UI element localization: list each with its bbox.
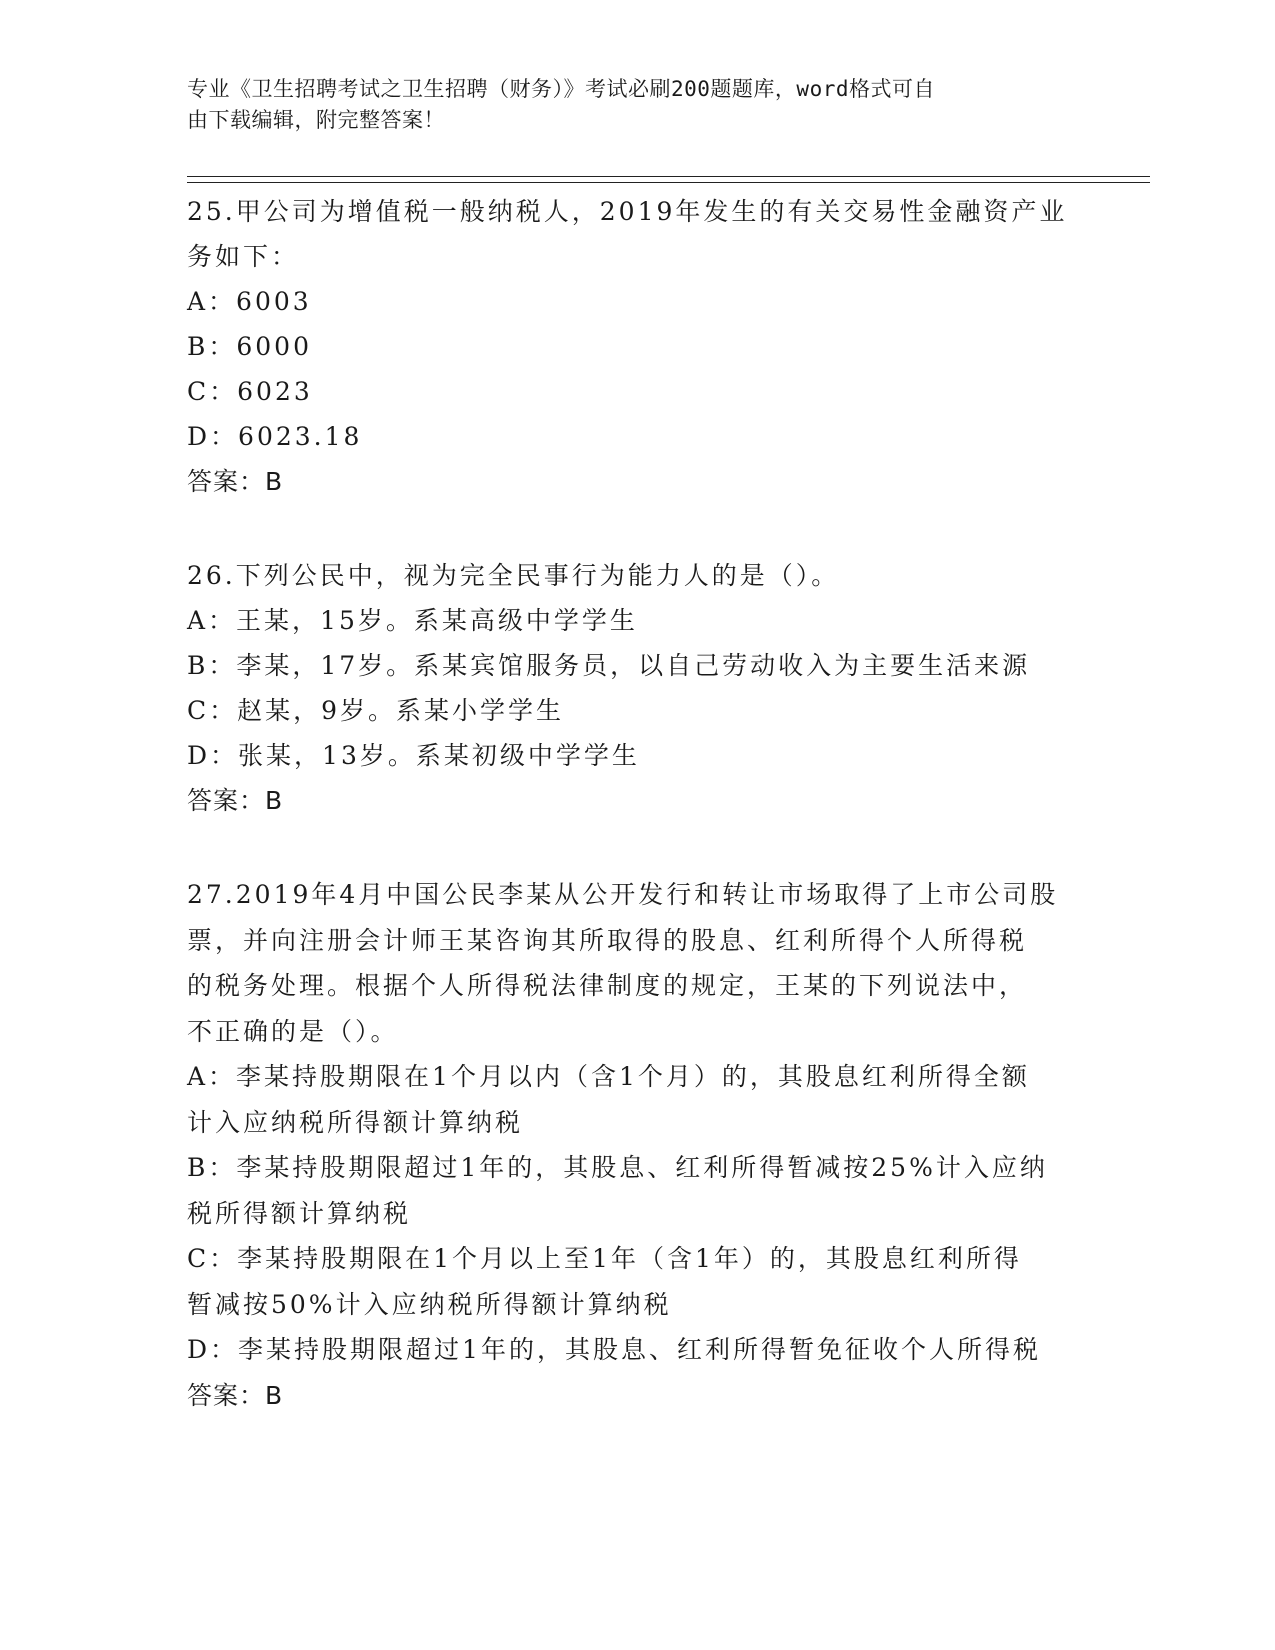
question-text: 不正确的是（）。 <box>187 1016 399 1046</box>
question-27 <box>187 872 1087 1418</box>
answer-line: 答案：B <box>187 786 284 815</box>
option-c: C：李某持股期限在1个月以上至1年（含1年）的，其股息红利所得 <box>187 1244 1022 1273</box>
option-a: A：李某持股期限在1个月以内（含1个月）的，其股息红利所得全额 <box>187 1062 1030 1091</box>
question-text: 27.2019年4月中国公民李某从公开发行和转让市场取得了上市公司股 <box>187 880 1059 909</box>
header-line: 专业《卫生招聘考试之卫生招聘（财务）》考试必刷200题题库，word格式可自 <box>187 77 935 101</box>
option-d: D：6023.18 <box>187 422 363 451</box>
option-b: B：李某，17岁。系某宾馆服务员，以自己劳动收入为主要生活来源 <box>187 651 1031 680</box>
answer-line: 答案：B <box>187 1380 284 1410</box>
question-26 <box>187 553 1087 823</box>
option-b: B：李某持股期限超过1年的，其股息、红利所得暂减按25%计入应纳 <box>187 1153 1048 1182</box>
option-a: A：王某，15岁。系某高级中学学生 <box>187 606 638 635</box>
question-text: 票，并向注册会计师王某咨询其所取得的股息、红利所得个人所得税 <box>187 925 1028 955</box>
option-b-cont: 税所得额计算纳税 <box>187 1198 412 1228</box>
option-c: C：赵某，9岁。系某小学学生 <box>187 696 565 725</box>
header-divider <box>187 182 1150 183</box>
option-d: D：张某，13岁。系某初级中学学生 <box>187 741 640 770</box>
question-25 <box>187 189 1087 504</box>
question-text: 务如下： <box>187 242 300 271</box>
option-c: C：6023 <box>187 377 313 406</box>
question-text: 的税务处理。根据个人所得税法律制度的规定，王某的下列说法中， <box>187 971 1028 1000</box>
header-line: 由下载编辑，附完整答案！ <box>187 108 445 132</box>
option-b: B：6000 <box>187 332 312 361</box>
option-a: A：6003 <box>187 287 312 316</box>
question-text: 26.下列公民中，视为完全民事行为能力人的是（）。 <box>187 561 840 590</box>
option-d: D：李某持股期限超过1年的，其股息、红利所得暂免征收个人所得税 <box>187 1335 1041 1364</box>
answer-line: 答案：B <box>187 467 284 496</box>
document-header <box>187 74 1087 136</box>
option-c-cont: 暂减按50%计入应纳税所得额计算纳税 <box>187 1289 672 1319</box>
question-text: 25.甲公司为增值税一般纳税人，2019年发生的有关交易性金融资产业 <box>187 197 1068 226</box>
header-divider <box>187 176 1150 177</box>
option-a-cont: 计入应纳税所得额计算纳税 <box>187 1107 524 1137</box>
